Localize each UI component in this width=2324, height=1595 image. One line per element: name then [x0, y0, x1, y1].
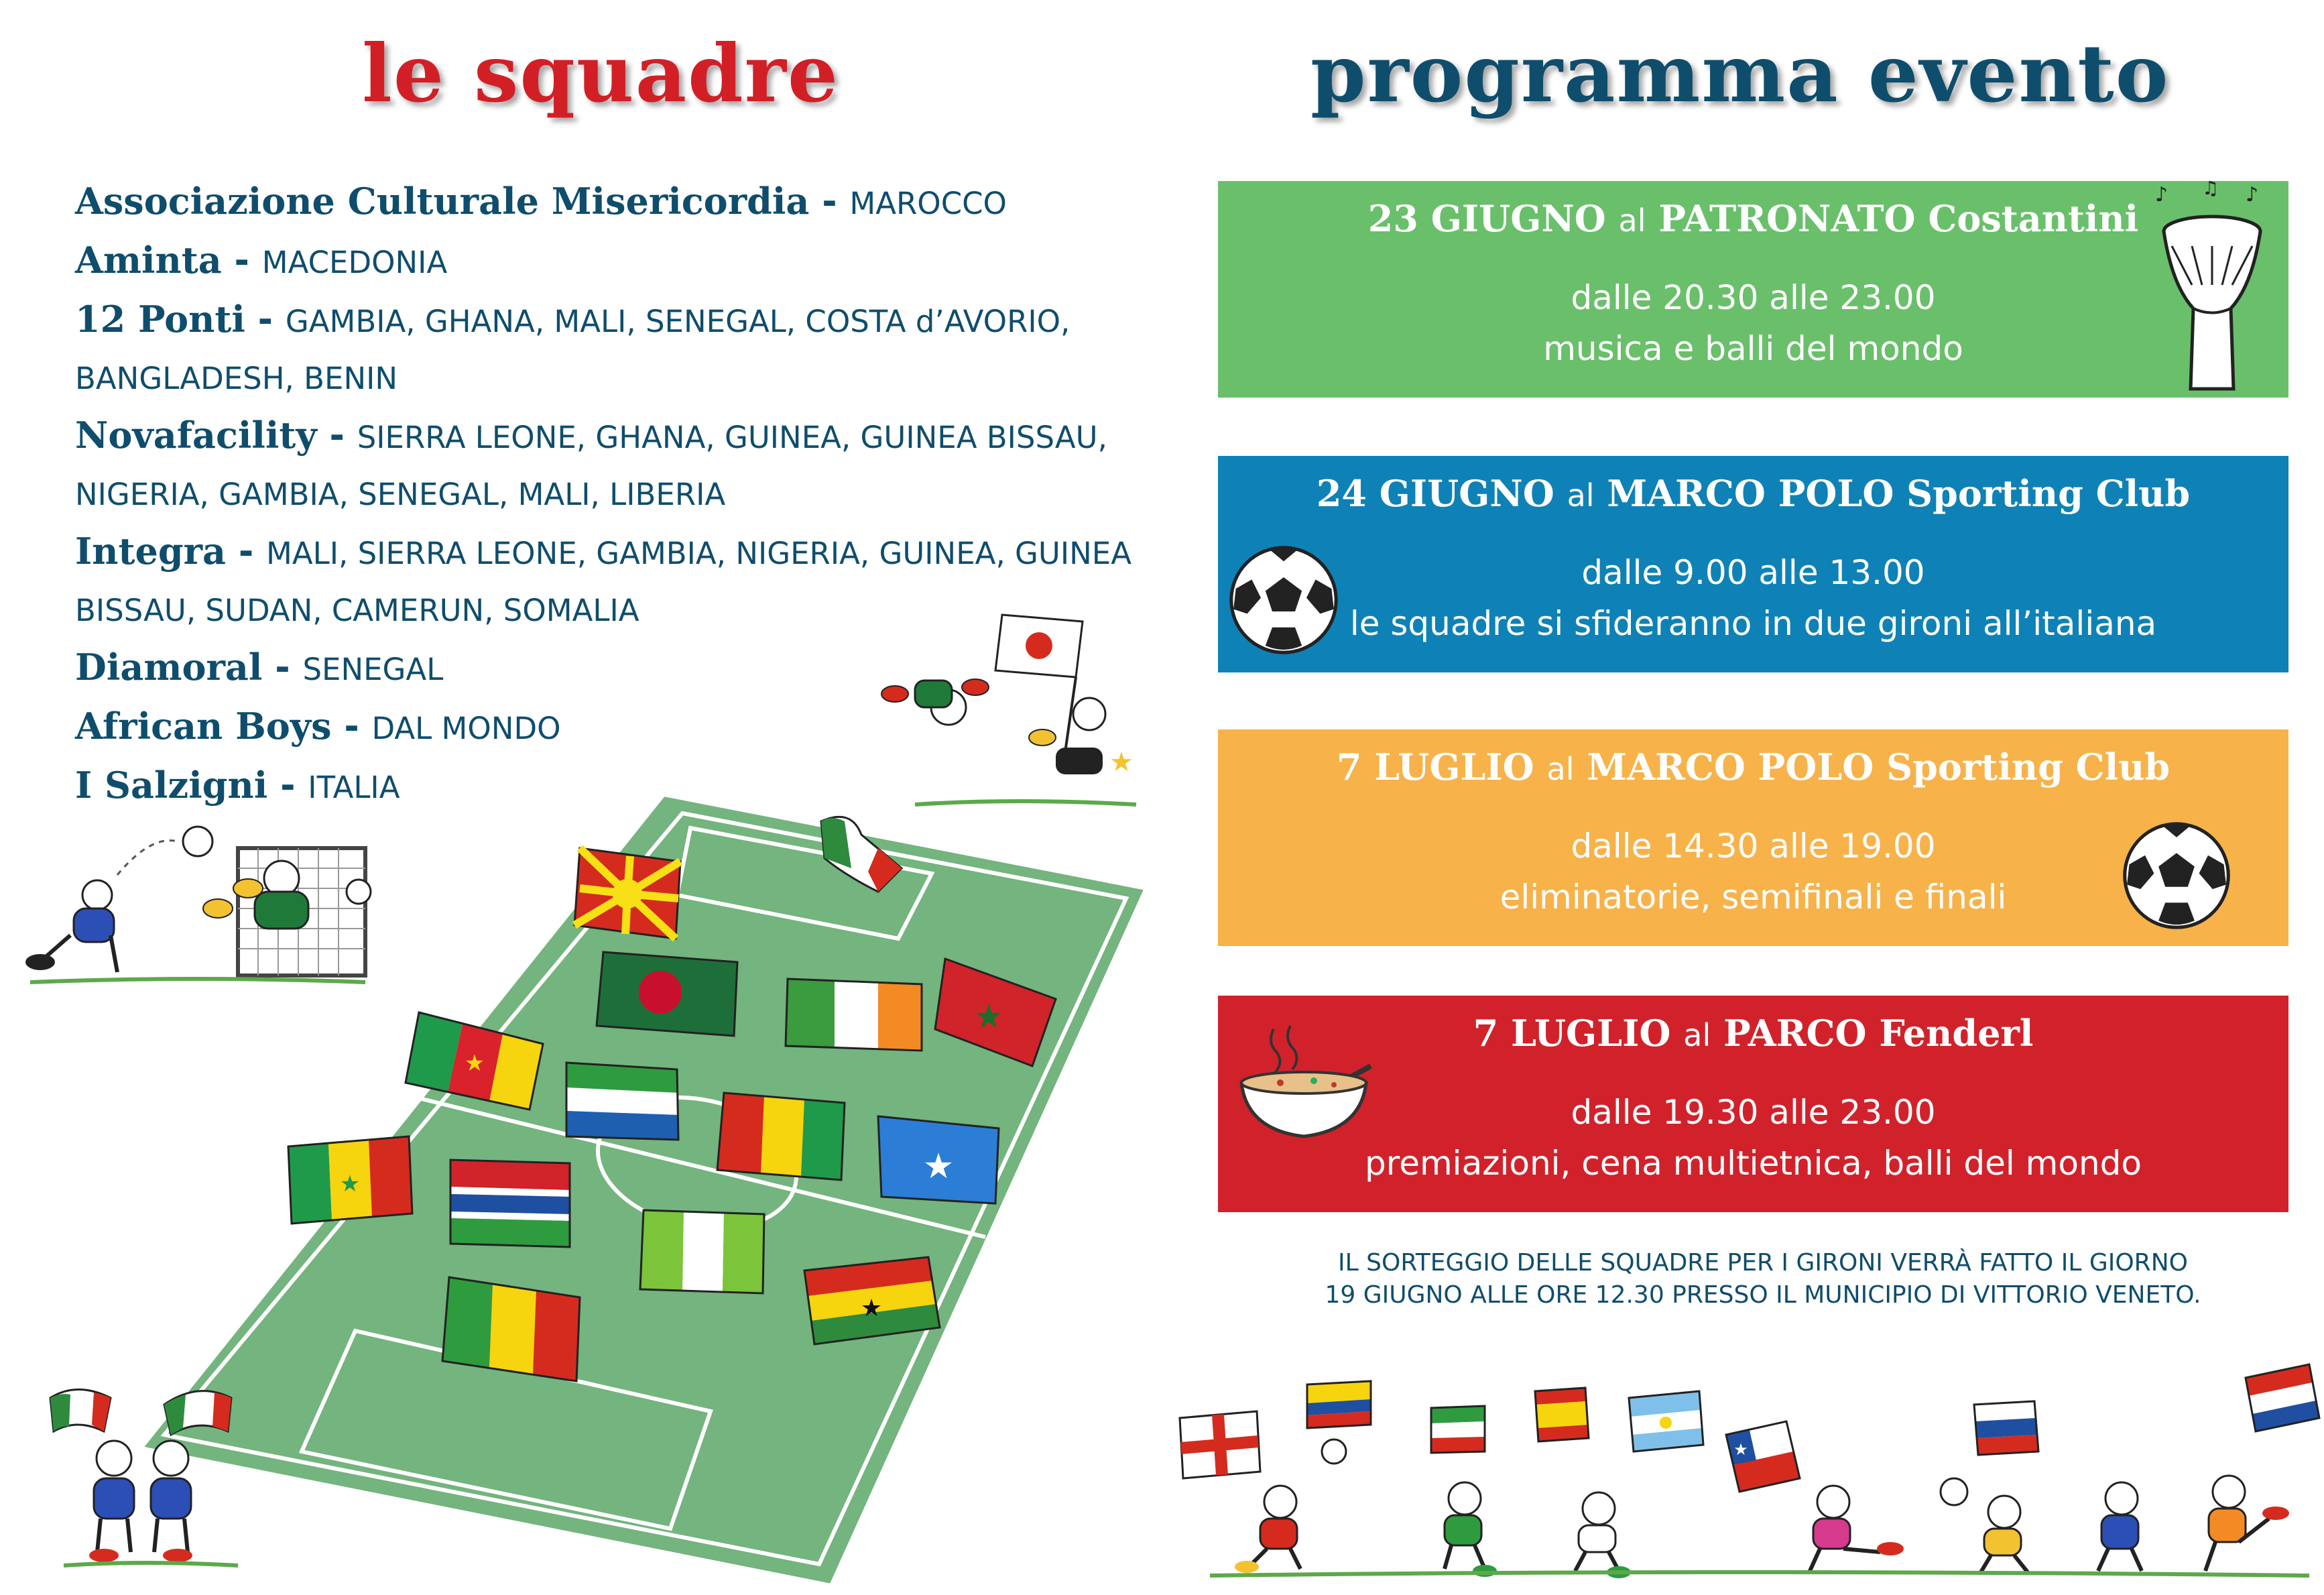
team-name: Integra: [75, 530, 227, 573]
event-time: dalle 19.30 alle 23.00: [1571, 1093, 1936, 1132]
svg-text:★: ★: [1733, 1440, 1748, 1459]
team-separator: -: [809, 180, 850, 223]
cartoon-player: [1445, 1482, 1497, 1577]
flag-england: [1180, 1411, 1260, 1478]
team-name: I Salzigni: [75, 764, 268, 807]
flag-nigeria: [640, 1210, 764, 1293]
flag-guinea: [717, 1093, 845, 1180]
team-line: [75, 232, 1174, 291]
svg-text:★: ★: [922, 1146, 955, 1187]
flag-bangladesh: [597, 952, 737, 1036]
event-date: 24 GIUGNO: [1316, 472, 1554, 515]
team-countries: NIGERIA, GAMBIA, SENEGAL, MALI, LIBERIA: [75, 477, 726, 512]
flag-ireland: [786, 979, 922, 1051]
cartoon-player: [1575, 1492, 1631, 1578]
team-name: Diamoral: [75, 646, 263, 689]
flag-colombia: [1307, 1381, 1371, 1428]
event-date: 7 LUGLIO: [1473, 1012, 1671, 1055]
soccer-ball-icon: [1227, 543, 1341, 657]
flag-netherlands: [2246, 1364, 2319, 1431]
draw-note: [1307, 1247, 2219, 1311]
flag-spain: [1535, 1388, 1589, 1441]
team-separator: -: [226, 530, 267, 573]
svg-text:♪: ♪: [2155, 183, 2168, 206]
cartoon-fans-italy-illustration: [37, 1378, 258, 1572]
team-name: Associazione Culturale Misericordia: [75, 180, 810, 223]
event-box-3: [1218, 996, 2288, 1212]
event-title: [1218, 746, 2288, 788]
team-name: Novafacility: [75, 414, 317, 457]
event-connector: al: [1546, 751, 1575, 787]
event-description: le squadre si sfideranno in due gironi all’italiana: [1349, 604, 2157, 643]
flag-chile: [1726, 1421, 1800, 1492]
flag-russia: [1974, 1401, 2038, 1455]
team-separator: -: [267, 764, 308, 807]
cartoon-players-flags-row-illustration: [1170, 1358, 2316, 1586]
flag-senegal: [288, 1136, 412, 1224]
svg-text:★: ★: [860, 1295, 883, 1322]
soup-bowl-icon: [1233, 1016, 1374, 1143]
flag-argentina: [1629, 1391, 1703, 1452]
team-countries: BISSAU, SUDAN, CAMERUN, SOMALIA: [75, 593, 639, 628]
flag-macedonia: [574, 848, 680, 939]
event-time: dalle 14.30 alle 19.00: [1571, 827, 1936, 866]
team-line: [75, 291, 1174, 350]
event-connector: al: [1618, 202, 1646, 239]
team-countries: MAROCCO: [849, 186, 1007, 221]
team-countries: MACEDONIA: [261, 245, 448, 280]
event-date: 23 GIUGNO: [1367, 197, 1606, 240]
cartoon-player: [1981, 1496, 2028, 1572]
cartoon-players-japan-illustration: [868, 607, 1163, 815]
flag-sierra-leone: [566, 1063, 678, 1140]
event-title: [1218, 472, 2288, 515]
cartoon-player: [2205, 1476, 2289, 1571]
team-name: African Boys: [75, 705, 332, 748]
event-date: 7 LUGLIO: [1336, 746, 1534, 788]
event-place: MARCO POLO Sporting Club: [1587, 746, 2170, 788]
cartoon-player: [1810, 1478, 1967, 1571]
flag-ghana: [804, 1257, 940, 1344]
event-box-1: [1218, 456, 2288, 672]
event-title: [1218, 1012, 2288, 1055]
team-name: 12 Ponti: [75, 298, 245, 341]
event-place: MARCO POLO Sporting Club: [1607, 472, 2191, 515]
team-countries: GAMBIA, GHANA, MALI, SENEGAL, COSTA d’AVORIO,: [285, 304, 1071, 339]
team-separator: -: [316, 414, 357, 457]
event-connector: al: [1567, 477, 1595, 514]
team-separator: -: [262, 646, 303, 689]
team-line: [75, 466, 1174, 523]
event-time: dalle 20.30 alle 23.00: [1571, 278, 1936, 317]
event-connector: al: [1683, 1017, 1711, 1053]
cartoon-player: [2098, 1482, 2142, 1571]
team-separator: -: [245, 298, 286, 341]
flag-iran: [1431, 1406, 1485, 1453]
event-description: premiazioni, cena multietnica, balli del mondo: [1365, 1144, 2142, 1183]
team-name: Aminta: [75, 239, 235, 282]
title-program: programma evento: [1310, 27, 2170, 120]
title-teams: le squadre: [362, 27, 839, 120]
team-countries: DAL MONDO: [371, 711, 561, 746]
team-line: [75, 173, 1174, 232]
svg-text:♫: ♫: [2202, 177, 2219, 199]
event-description: eliminatorie, semifinali e finali: [1500, 878, 2007, 917]
event-box-0: [1218, 181, 2288, 398]
svg-text:★: ★: [1109, 747, 1134, 778]
svg-text:★: ★: [339, 1171, 361, 1197]
svg-text:★: ★: [973, 997, 1004, 1036]
event-title: [1218, 197, 2288, 240]
team-line: [75, 523, 1174, 582]
event-description: musica e balli del mondo: [1543, 329, 1963, 368]
soccer-ball-icon: [2120, 819, 2233, 932]
svg-text:♪: ♪: [2246, 183, 2259, 206]
team-line: [75, 407, 1174, 466]
flag-gambia: [450, 1160, 570, 1247]
team-line: [75, 350, 1174, 407]
team-countries: MALI, SIERRA LEONE, GAMBIA, NIGERIA, GUINEA, GUINEA: [266, 536, 1132, 571]
team-separator: -: [331, 705, 372, 748]
team-countries: BANGLADESH, BENIN: [75, 361, 398, 396]
event-place: PARCO Fenderl: [1723, 1012, 2034, 1055]
event-place: PATRONATO Costantini: [1658, 197, 2139, 240]
drum-icon: [2152, 177, 2272, 399]
team-countries: ITALIA: [308, 770, 400, 805]
note-line: 19 GIUGNO ALLE ORE 12.30 PRESSO IL MUNICIPIO DI VITTORIO VENETO.: [1325, 1281, 2201, 1309]
team-separator: -: [234, 239, 262, 282]
note-line: IL SORTEGGIO DELLE SQUADRE PER I GIRONI VERRÀ FATTO IL GIORNO: [1338, 1249, 2188, 1277]
event-time: dalle 9.00 alle 13.00: [1581, 553, 1925, 592]
team-countries: SENEGAL: [302, 652, 444, 687]
svg-text:★: ★: [464, 1050, 485, 1077]
cartoon-players-goal-illustration: [17, 815, 379, 996]
flag-somalia: [878, 1116, 999, 1203]
team-countries: SIERRA LEONE, GHANA, GUINEA, GUINEA BISSAU,: [357, 420, 1107, 455]
